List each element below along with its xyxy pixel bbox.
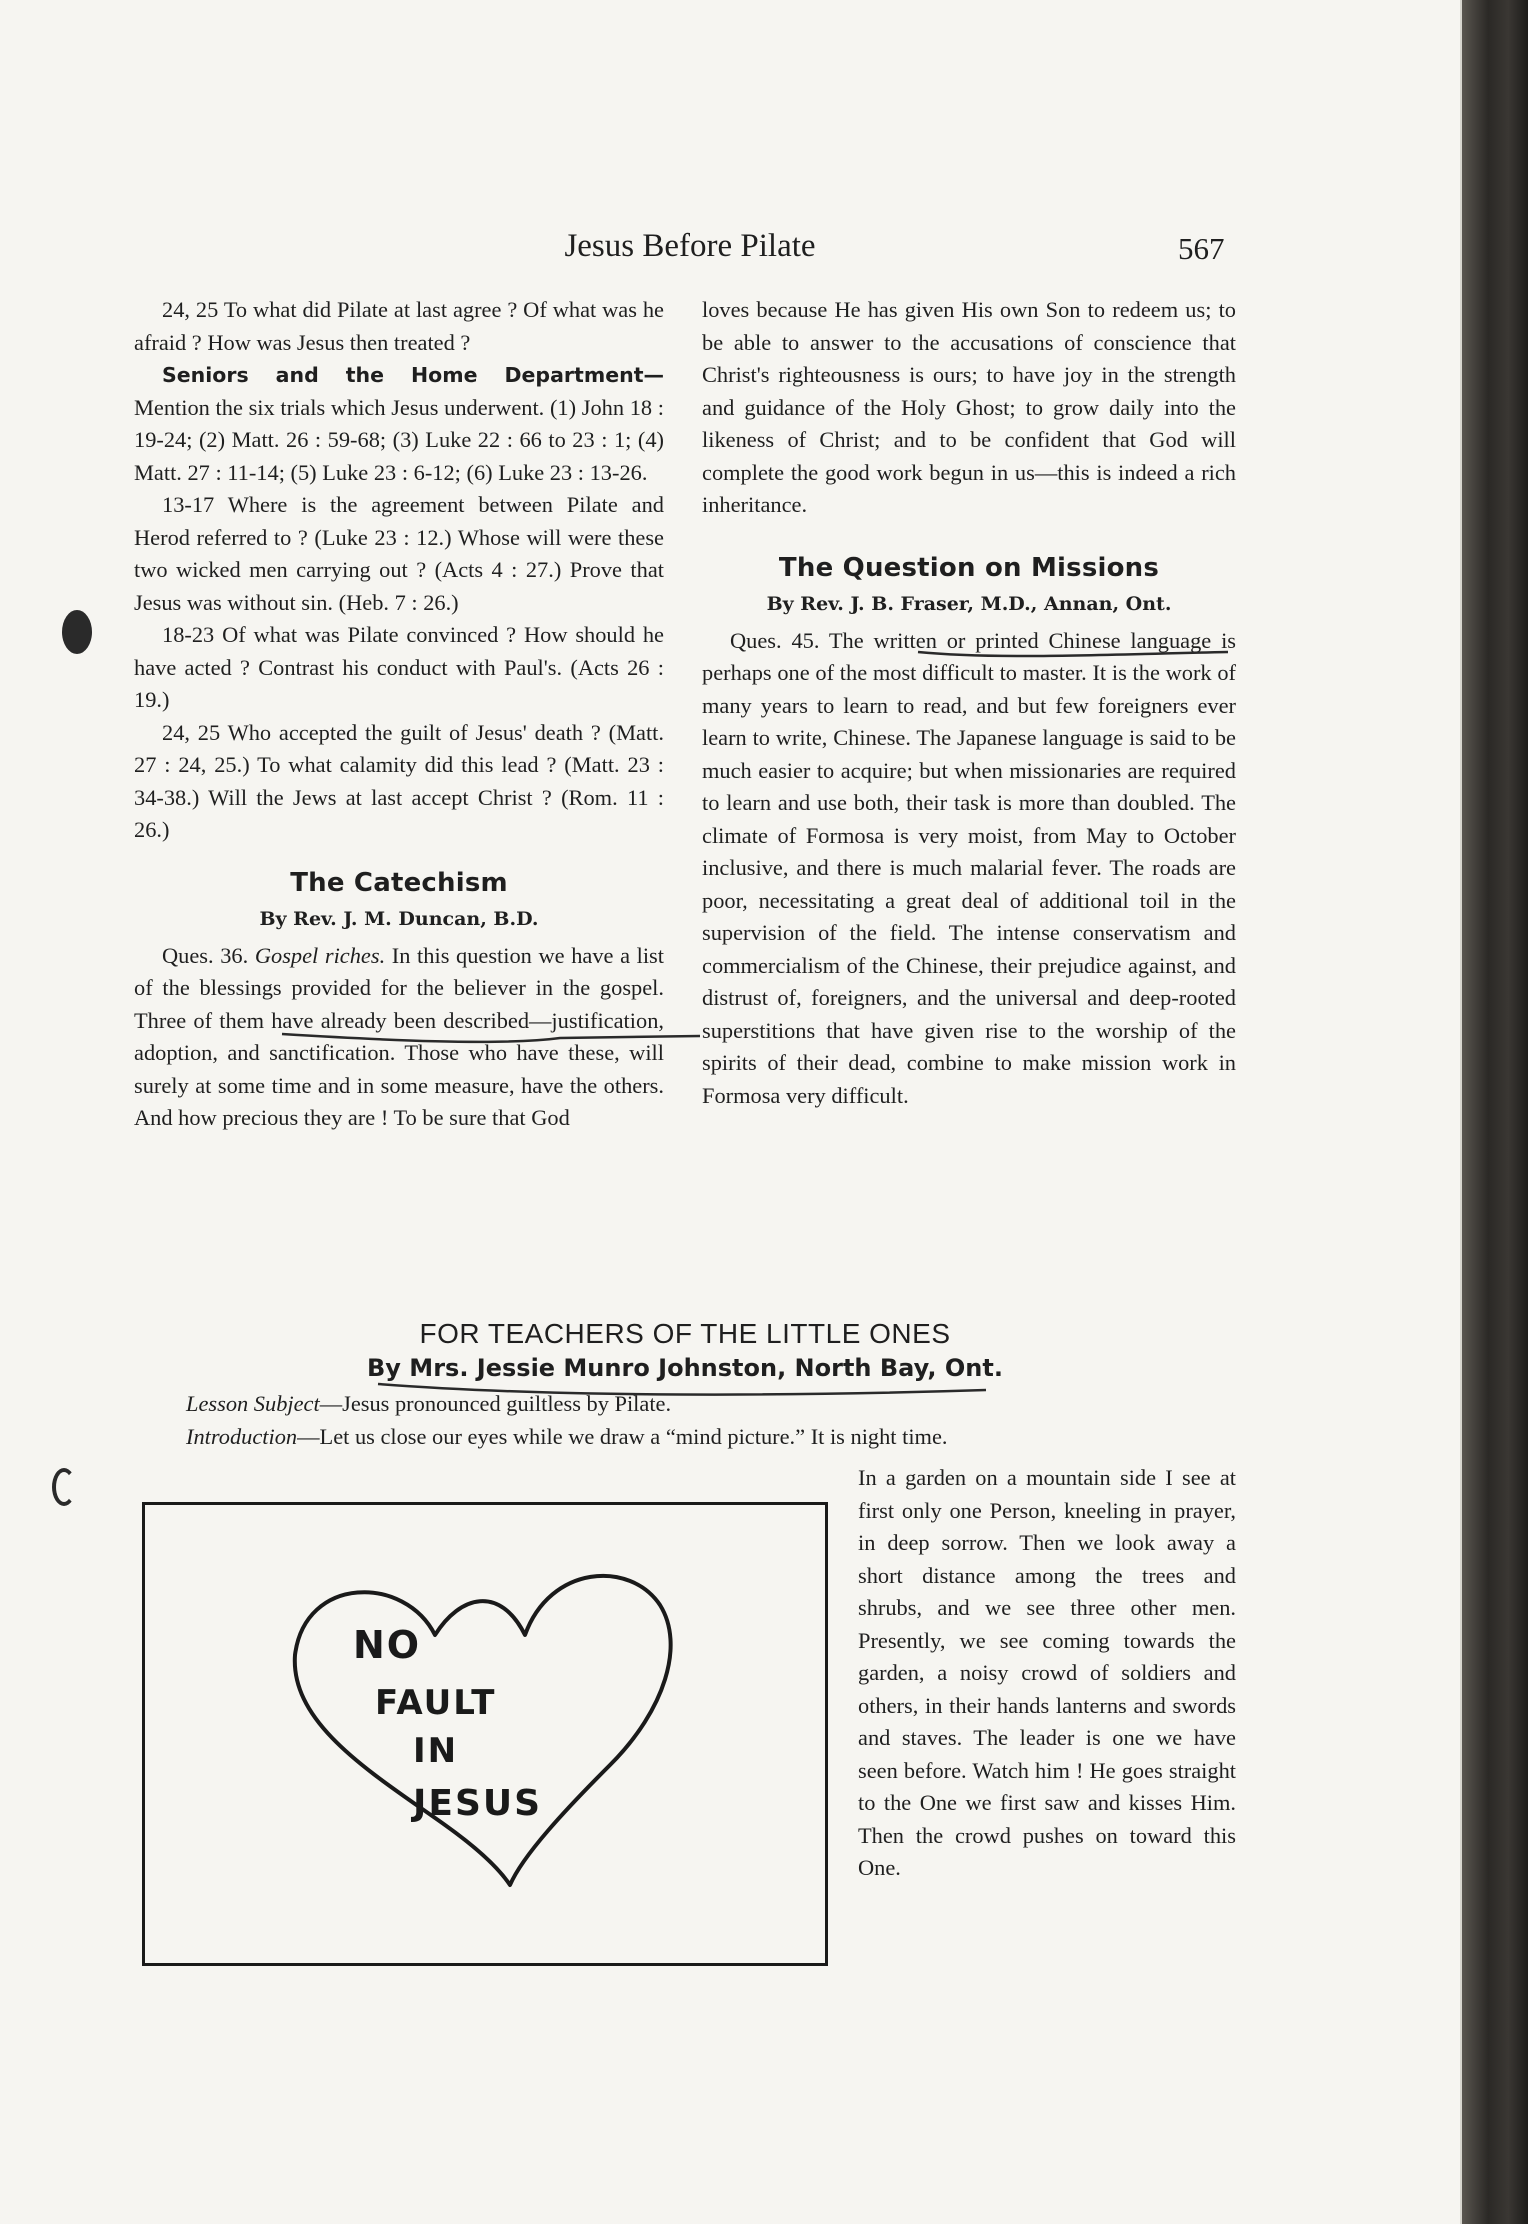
question-paragraph: 24, 25 Who accepted the guilt of Jesus' death ? (Matt. 27 : 24, 25.) To what calamity did this lead ? (Matt. 23 : 34-38.) Will the Jews at last accept Christ ? (Rom. 11 : 26.) [134,719,664,842]
running-title: Jesus Before Pilate [564,228,816,264]
heart-outline [145,1505,825,1963]
book-spine [1462,0,1528,2224]
catechism-paragraph: Ques. 36. Gospel riches. In this question we have a list of the blessings provided for the believer in the gospel. Three of them have already been described—justification, adoption, and sanctification. Those who have these, will surely at some time and in some measure, have the others. And how precious they are ! To be sure that God [134,942,664,1130]
missions-paragraph: Ques. 45. The written or printed Chinese language is perhaps one of the most difficult to master. It is the work of many years to learn to read, and but few foreigners ever learn to write, Chinese. The Japanese language is said to be much easier to acquire; but when missionaries are required to learn and use both, their task is more than doubled. The climate of Formosa is very moist, from May to October inclusive, and there is much malarial fever. The roads are poor, necessitating a great deal of additional toil in the supervision of the field. The intense conservatism and commercialism of the Chinese, their prejudice against, and distrust of, foreigners, and the universal and deep-rooted superstitions that have given rise to the worship of the spirits of their dead, combine to make mission work in Formosa very difficult. [702,627,1236,1108]
teachers-section [134,1318,1236,1453]
question-paragraph: 24, 25 To what did Pilate at last agree ? Of what was he afraid ? How was Jesus then treated ? [134,297,664,355]
heart-text-in: IN [413,1731,459,1771]
heart-text-fault: FAULT [375,1683,497,1723]
catechism-continued: loves because He has given His own Son to redeem us; to be able to answer to the accusations of conscience that Christ's righteousness is ours; to have joy in the strength and guidance of the Holy Ghost; to grow daily into the likeness of Christ; and to be confident that God will complete the good work begun in us—this is indeed a rich inheritance. [702,297,1236,517]
binding-hole-lower [52,1468,76,1506]
right-column [702,294,1236,1112]
heart-text-jesus: JESUS [413,1783,543,1824]
lesson-subject: Lesson Subject—Jesus pronounced guiltless by Pilate. [186,1391,672,1416]
catechism-byline: By Rev. J. M. Duncan, B.D. [259,908,539,930]
question-paragraph: 13-17 Where is the agreement between Pilate and Herod referred to ? (Luke 23 : 12.) Whose will were these two wicked men carrying out ? (Acts 4 : 27.) Prove that Jesus was without sin. (Heb. 7 : 26.) [134,492,664,615]
question-paragraph: 18-23 Of what was Pilate convinced ? How should he have acted ? Contrast his conduct with Paul's. (Acts 26 : 19.) [134,622,664,712]
introduction-continued: In a garden on a mountain side I see at first only one Person, kneeling in prayer, in deep sorrow. Then we look away a short distance among the trees and shrubs, and we see three other men. Presently, we see coming towards the garden, a noisy crowd of soldiers and others, in their hands lanterns and swords and staves. The leader is one we have seen before. Watch him ! He goes straight to the One we first saw and kisses Him. Then the crowd pushes on toward this One. [858,1465,1236,1880]
missions-heading: The Question on Missions [778,552,1160,583]
teachers-heading: FOR TEACHERS OF THE LITTLE ONES [419,1318,951,1349]
seniors-heading: Seniors and the Home Department— [162,363,664,387]
heart-illustration [142,1502,828,1966]
page-number: 567 [1178,231,1225,266]
heart-text-no: NO [353,1623,422,1667]
seniors-paragraph: Seniors and the Home Department— Mention the six trials which Jesus underwent. (1) John 18 : 19-24; (2) Matt. 26 : 59-68; (3) Luke 22 : 66 to 23 : 1; (4) Matt. 27 : 11-14; (5) Luke 23 : 6-12; (6) Luke 23 : 13-26. [134,363,664,485]
teachers-byline: By Mrs. Jessie Munro Johnston, North Bay, Ont. [367,1354,1003,1382]
left-column [134,294,664,1135]
introduction: Introduction—Let us close our eyes while we draw a “mind picture.” It is night time. [186,1423,948,1449]
catechism-heading: The Catechism [290,867,508,898]
binding-hole [62,610,92,654]
missions-byline: By Rev. J. B. Fraser, M.D., Annan, Ont. [766,593,1172,615]
